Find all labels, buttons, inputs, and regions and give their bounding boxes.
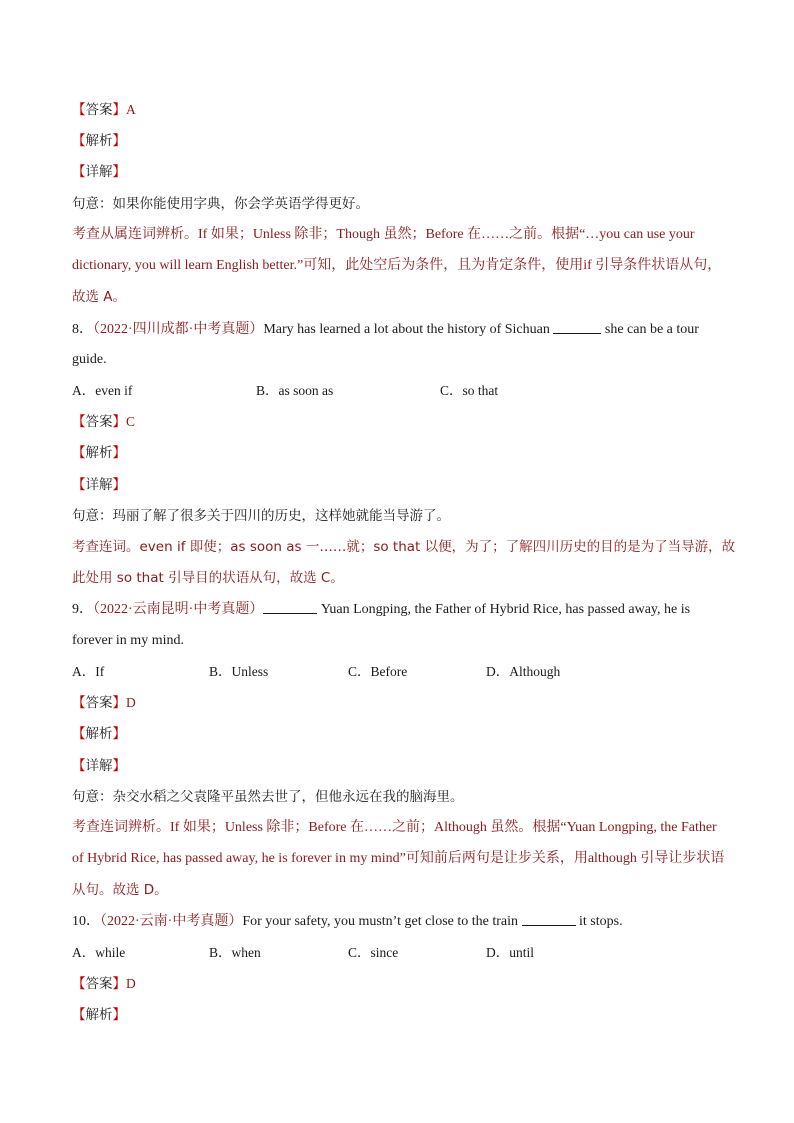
- analysis-heading: 【解析】: [72, 445, 126, 461]
- detail-heading: 【详解】: [72, 758, 126, 774]
- sentence-meaning: 句意：杂交水稻之父袁隆平虽然去世了，但他永远在我的脑海里。: [72, 789, 464, 805]
- option-b: B．Unless: [209, 664, 269, 679]
- analysis-heading: 【解析】: [72, 133, 126, 149]
- answer-line: 【答案】C: [72, 414, 136, 430]
- explanation-line: 此处用 so that 引导目的状语从句，故选 C。: [72, 570, 344, 586]
- explanation-line: dictionary, you will learn English better.”可知，此处空后为条件，且为肯定条件，使用if 引导条件状语从句，: [72, 258, 722, 273]
- option-b: B．when: [209, 945, 261, 960]
- question-9-stem: 9．（2022·云南昆明·中考真题） Yuan Longping, the Father of Hybrid Rice, has passed away, he is: [72, 602, 691, 617]
- option-b: B．as soon as: [256, 383, 334, 398]
- explanation-line: of Hybrid Rice, has passed away, he is forever in my mind”可知前后两句是让步关系，用although 引导让步状语: [72, 851, 725, 866]
- explanation-line: 考查连词辨析。If 如果；Unless 除非；Before 在……之前；Although 虽然。根据“Yuan Longping, the Father: [72, 820, 717, 835]
- question-9-stem-cont: forever in my mind.: [72, 633, 184, 648]
- answer-line: 【答案】D: [72, 976, 136, 992]
- option-c: C．so that: [440, 383, 499, 398]
- explanation-line: 考查从属连词辨析。If 如果；Unless 除非；Though 虽然；Before 在……之前。根据“…you can use your: [72, 227, 695, 242]
- question-10-stem: 10．（2022·云南·中考真题）For your safety, you mustn’t get close to the train it stops.: [72, 914, 623, 929]
- answer-blank: [263, 600, 317, 614]
- question-8-stem-cont: guide.: [72, 352, 107, 367]
- sentence-meaning: 句意：玛丽了解了很多关于四川的历史，这样她就能当导游了。: [72, 508, 450, 524]
- explanation-line: 从句。故选 D。: [72, 882, 168, 898]
- question-number: 9．: [72, 602, 93, 617]
- detail-heading: 【详解】: [72, 164, 126, 180]
- sentence-meaning: 句意：如果你能使用字典，你会学英语学得更好。: [72, 196, 369, 212]
- analysis-heading: 【解析】: [72, 1007, 126, 1023]
- option-c: C．Before: [348, 664, 408, 679]
- option-a: A．If: [72, 664, 105, 679]
- option-d: D．until: [486, 945, 535, 960]
- question-source: （2022·四川成都·中考真题）: [93, 322, 264, 337]
- explanation-line: 考查连词。even if 即使；as soon as 一……就；so that 以便，为了；了解四川历史的目的是为了当导游，故: [72, 539, 736, 555]
- question-8-stem: 8．（2022·四川成都·中考真题）Mary has learned a lot about the history of Sichuan she can be a tour: [72, 322, 699, 337]
- option-d: D．Although: [486, 664, 561, 679]
- explanation-line: 故选 A。: [72, 289, 127, 305]
- answer-blank: [553, 320, 601, 334]
- question-source: （2022·云南昆明·中考真题）: [93, 602, 264, 617]
- option-a: A．even if: [72, 383, 133, 398]
- analysis-heading: 【解析】: [72, 726, 126, 742]
- answer-line: 【答案】A: [72, 102, 136, 118]
- question-number: 8．: [72, 322, 93, 337]
- detail-heading: 【详解】: [72, 477, 126, 493]
- answer-line: 【答案】D: [72, 695, 136, 711]
- question-number: 10．: [72, 914, 100, 929]
- option-a: A．while: [72, 945, 126, 960]
- question-source: （2022·云南·中考真题）: [100, 914, 243, 929]
- option-c: C．since: [348, 945, 399, 960]
- answer-blank: [522, 912, 576, 926]
